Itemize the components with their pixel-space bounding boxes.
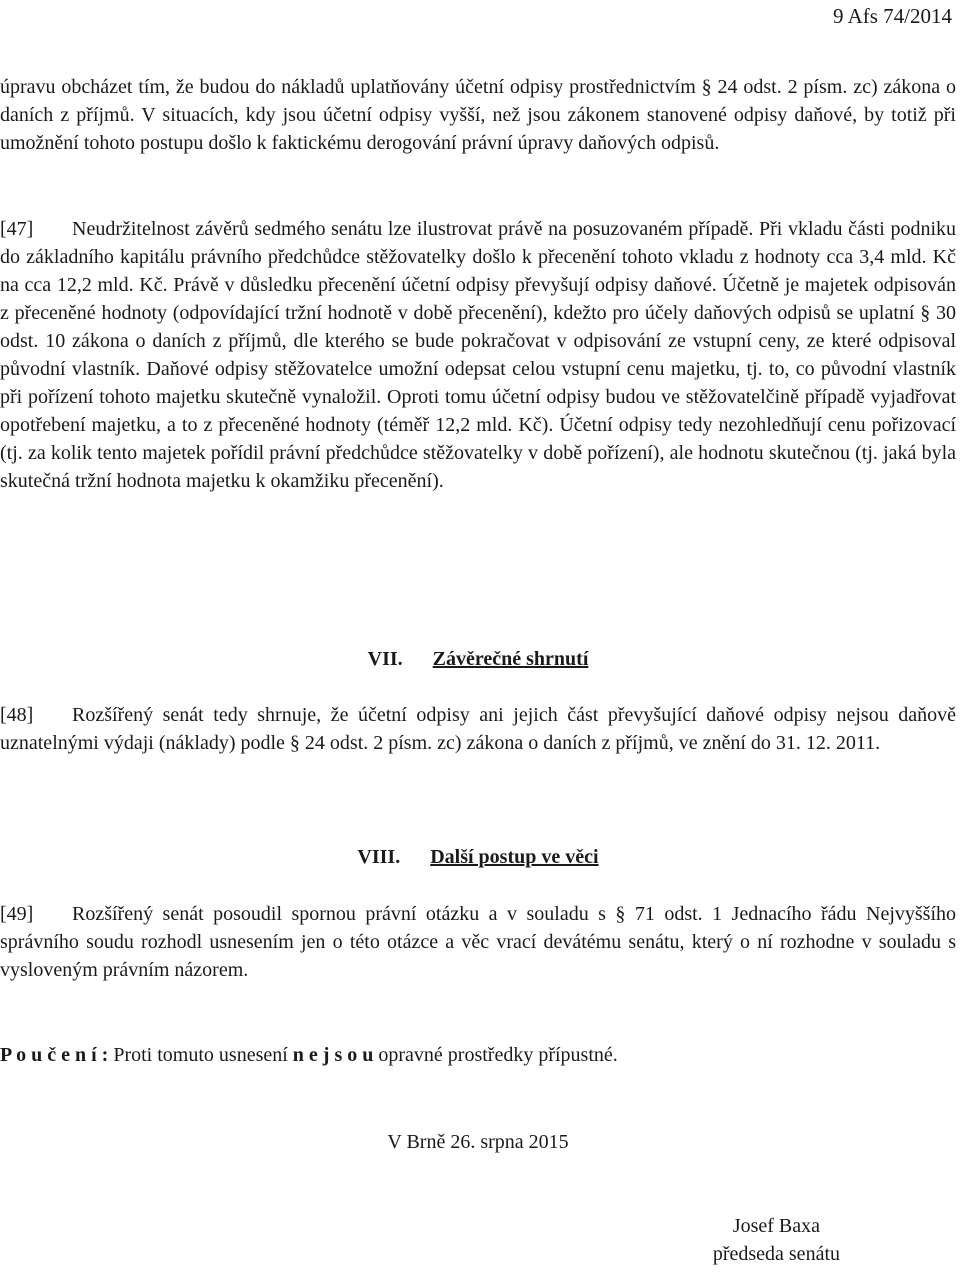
signatory-role: předseda senátu <box>712 1243 840 1265</box>
section-heading-vii <box>0 645 956 673</box>
section-number: VIII. <box>357 846 401 868</box>
paragraph-47 <box>0 215 956 495</box>
paragraph-text: Rozšířený senát posoudil spornou právní otázku a v souladu s § 71 odst. 1 Jednacího řádu Nejvyššího správního soudu rozhodl usnesením jen o této otázce a věc vrací devátému senátu, který o ní rozhodne v souladu s vysloveným právním názorem. <box>0 903 956 981</box>
signatory-name: Josef Baxa <box>732 1215 821 1237</box>
section-title: Další postup ve věci <box>430 846 599 868</box>
section-number: VII. <box>367 648 403 670</box>
date-line: V Brně 26. srpna 2015 <box>387 1131 569 1153</box>
paragraph-number: [47] <box>0 218 34 240</box>
section-title: Závěrečné shrnutí <box>432 648 589 670</box>
instruction-text-after: opravné prostředky přípustné. <box>373 1044 618 1066</box>
instruction-text-before: Proti tomuto usnesení <box>108 1044 293 1066</box>
instruction-label: P o u č e n í : <box>0 1044 109 1066</box>
legal-instruction <box>0 1041 956 1069</box>
paragraph-number: [48] <box>0 704 34 726</box>
section-heading-viii <box>0 843 956 871</box>
paragraph-49 <box>0 900 956 984</box>
signature-block <box>713 1212 840 1268</box>
case-number: 9 Afs 74/2014 <box>832 4 952 28</box>
instruction-emphasis: n e j s o u <box>292 1044 374 1066</box>
paragraph-text: Rozšířený senát tedy shrnuje, že účetní odpisy ani jejich část převyšující daňové odpisy nejsou daňově uznatelnými výdaji (náklady) podle § 24 odst. 2 písm. zc) zákona o daních z příjmů, ve znění do 31. 12. 2011. <box>0 704 956 754</box>
intro-paragraph: úpravu obcházet tím, že budou do nákladů uplatňovány účetní odpisy prostřednictvím § 24 odst. 2 písm. zc) zákona o daních z příjmů. V situacích, kdy jsou účetní odpisy vyšší, než jsou zákonem stanovené odpisy daňové, by totiž při umožnění tohoto postupu došlo k faktickému derogování právní úpravy daňových odpisů. <box>0 76 956 154</box>
paragraph-number: [49] <box>0 903 34 925</box>
paragraph-48 <box>0 701 956 757</box>
paragraph-text: Neudržitelnost závěrů sedmého senátu lze ilustrovat právě na posuzovaném případě. Při vkladu části podniku do základního kapitálu právního předchůdce stěžovatelky došlo k přecenění tohoto vkladu z hodnoty cca 3,4 mld. Kč na cca 12,2 mld. Kč. Právě v důsledku přecenění účetní odpisy převyšují odpisy daňové. Účetně je majetek odpisován z přeceněné hodnoty (odpovídající tržní hodnotě v době přecenění), kdežto pro účely daňových odpisů se uplatní § 30 odst. 10 zákona o daních z příjmů, dle kterého se bude pokračovat v odpisování ze vstupní ceny, ze které odpisoval původní vlastník. Daňové odpisy stěžovatelce umožní odepsat celou vstupní cenu majetku, tj. to, co původní vlastník při pořízení tohoto majetku skutečně vynaložil. Oproti tomu účetní odpisy budou ve stěžovatelčině případě vyjadřovat opotřebení majetku, a to z přeceněné hodnoty (téměř 12,2 mld. Kč). Účetní odpisy tedy nezohledňují cenu pořizovací (tj. za kolik tento majetek pořídil právní předchůdce stěžovatelky v době pořízení), ale hodnotu skutečnou (tj. jaká byla skutečná tržní hodnota majetku k okamžiku přecenění). <box>0 218 956 492</box>
